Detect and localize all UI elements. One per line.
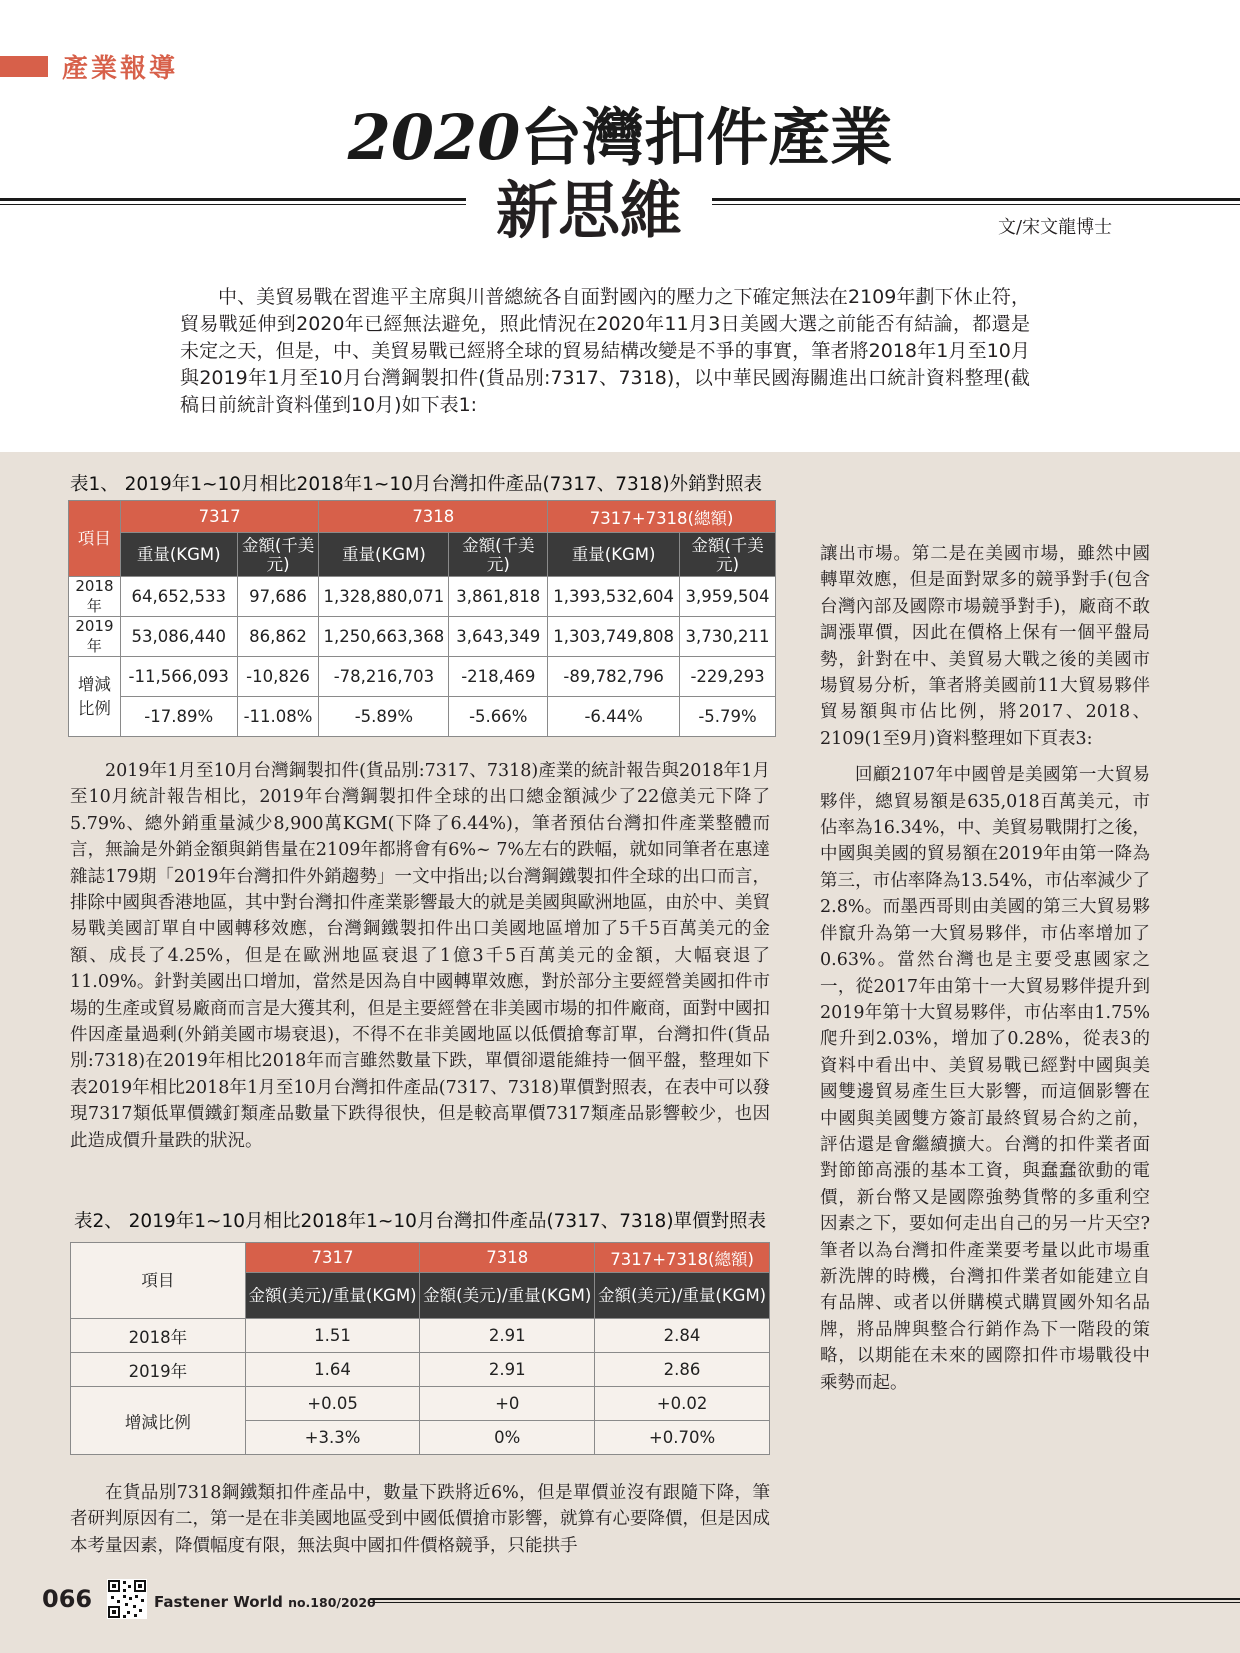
issue-number: no.180/2020 [288,1595,376,1610]
table-cell: 1,328,880,071 [319,577,449,617]
title-text: 台灣扣件產業 [520,101,893,174]
table-cell: -89,782,796 [548,657,680,697]
table-cell: +0.02 [595,1387,770,1421]
table-cell: 2.91 [420,1353,595,1387]
table-cell: -218,469 [449,657,548,697]
table-cell: 3,643,349 [449,617,548,657]
magazine-name [154,1593,376,1611]
table1-amount-header: 金額(千美元) [449,533,548,577]
intro-paragraph: 中、美貿易戰在習進平主席與川普總統各自面對國內的壓力之下確定無法在2109年劃下休止符，貿易戰延伸到2020年已經無法避免，照此情況在2020年11月3日美國大選之前能否有結論，都還是未定之天，但是，中、美貿易戰已經將全球的貿易結構改變是不爭的事實，筆者將2018年1月至10月與2019年1月至10月台灣鋼製扣件(貨品別:7317、7318)，以中華民國海關進出口統計資料整理(截稿日前統計資料僅到10月)如下表1: [180,286,1030,416]
table2-row-label: 2019年 [71,1353,246,1387]
table2-caption: 表2、 2019年1~10月相比2018年1~10月台灣扣件產品(7317、7318)單價對照表 [74,1211,767,1232]
article-title-line1 [0,100,1240,176]
table-cell: 1.64 [245,1353,420,1387]
table-cell: +0 [420,1387,595,1421]
table-cell: +0.05 [245,1387,420,1421]
table1-amount-header: 金額(千美元) [237,533,319,577]
table-cell: -11,566,093 [120,657,237,697]
table-cell: -11.08% [237,697,319,737]
magazine-title: Fastener World [154,1593,283,1611]
table-cell: 2.86 [595,1353,770,1387]
page-number: 066 [42,1585,93,1613]
table-cell: -78,216,703 [319,657,449,697]
table-cell: -5.66% [449,697,548,737]
table2-sub-header: 金額(美元)/重量(KGM) [420,1273,595,1319]
table-cell: 0% [420,1421,595,1455]
table-cell: 53,086,440 [120,617,237,657]
table1-item-header [69,501,121,577]
table1-group-header: 7317 [120,501,319,533]
table-cell: 1,250,663,368 [319,617,449,657]
table1-row-label: 2019年 [69,617,121,657]
table2-item-label: 項目 [141,1270,175,1290]
table1-amount-header: 金額(千美元) [680,533,776,577]
table-cell: 2.84 [595,1319,770,1353]
qr-code-icon [107,1579,147,1619]
table-cell: 1,303,749,808 [548,617,680,657]
footer-rule [370,1598,1240,1600]
section-color-bar [0,56,48,77]
table-row [71,1353,770,1387]
right-column-paragraph-2: 回顧2107年中國曾是美國第一大貿易夥伴，總貿易額是635,018百萬美元，市佔率為16.34%，中、美貿易戰開打之後，中國與美國的貿易額在2019年由第一降為第三，市佔率降為13.54%，市佔率減少了2.8%。而墨西哥則由美國的第三大貿易夥伴竄升為第一大貿易夥伴，市佔率增加了0.63%。當然台灣也是主要受惠國家之一，從2017年由第十一大貿易夥伴提升到2019年第十大貿易夥伴，市佔率由1.75%爬升到2.03%，增加了0.28%，從表3的資料中看出中、美貿易戰已經對中國與美國雙邊貿易產生巨大影響，而這個影響在中國與美國雙方簽訂最終貿易合約之前，評估還是會繼續擴大。台灣的扣件業者面對節節高漲的基本工資，與蠢蠢欲動的電價，新台幣又是國際強勢貨幣的多重利空因素之下，要如何走出自己的另一片天空?筆者以為台灣扣件產業要考量以此市場重新洗牌的時機，台灣扣件業者如能建立自有品牌、或者以併購模式購買國外知名品牌，將品牌與整合行銷作為下一階段的策略，以期能在未來的國際扣件市場戰役中乘勢而起。 [820,765,1150,1393]
table2-row-label: 2018年 [71,1319,246,1353]
table-cell: 86,862 [237,617,319,657]
table-row [71,1387,770,1421]
table-cell: 1,393,532,604 [548,577,680,617]
table2-sub-header: 金額(美元)/重量(KGM) [245,1273,420,1319]
table2-item-header [71,1243,246,1319]
table1 [68,500,776,737]
table1-weight-header: 重量(KGM) [319,533,449,577]
table-cell: -10,826 [237,657,319,697]
article-title-line2: 新思維 [495,174,682,247]
title-year: 2020 [347,101,521,174]
table-cell: 3,959,504 [680,577,776,617]
table1-group-header: 7318 [319,501,548,533]
table-cell: 3,861,818 [449,577,548,617]
table2-group-header: 7317 [245,1243,420,1273]
section-label: 產業報導 [62,54,179,84]
table1-change-label: 增減比例 [69,657,121,737]
table-cell: 2.91 [420,1319,595,1353]
right-column-paragraph-1: 讓出市場。第二是在美國市場，雖然中國轉單效應，但是面對眾多的競爭對手(包含台灣內部及國際市場競爭對手)，廠商不敢調漲單價，因此在價格上保有一個平盤局勢，針對在中、美貿易大戰之後的美國市場貿易分析，筆者將美國前11大貿易夥伴貿易額與市佔比例，將2017、2018、2109(1至9月)資料整理如下頁表3: [820,544,1150,749]
table2-group-header: 7318 [420,1243,595,1273]
body-paragraph-1: 2019年1月至10月台灣鋼製扣件(貨品別:7317、7318)產業的統計報告與2018年1月至10月統計報告相比，2019年台灣鋼製扣件全球的出口總金額減少了22億美元下降了5.79%、總外銷重量減少8,900萬KGM(下降了6.44%)，筆者預估台灣扣件產業整體而言，無論是外銷金額與銷售量在2109年都將會有6%~ 7%左右的跌幅，就如同筆者在惠達雜誌179期「2019年台灣扣件外銷趨勢」一文中指出;以台灣鋼鐵製扣件全球的出口而言，排除中國與香港地區，其中對台灣扣件產業影響最大的就是美國與歐洲地區，由於中、美貿易戰美國訂單自中國轉移效應，台灣鋼鐵製扣件出口美國地區增加了5千5百萬美元的金額、成長了4.25%，但是在歐洲地區衰退了1億3千5百萬美元的金額，大幅衰退了11.09%。針對美國出口增加，當然是因為自中國轉單效應，對於部分主要經營美國扣件市場的生產或貿易廠商而言是大獲其利，但是主要經營在非美國市場的扣件廠商，面對中國扣件因產量過剩(外銷美國市場衰退)，不得不在非美國地區以低價搶奪訂單，台灣扣件(貨品別:7318)在2019年相比2018年而言雖然數量下跌，單價卻還能維持一個平盤，整理如下表2019年相比2018年1月至10月台灣扣件產品(7317、7318)單價對照表，在表中可以發現7317類低單價鐵釘類產品數量下跌得很快，但是較高單價7317類產品影響較少，也因此造成價升量跌的狀況。 [70,761,770,1151]
table1-row-label: 2018年 [69,577,121,617]
title-rule-right [712,198,1240,205]
table-cell: 3,730,211 [680,617,776,657]
table1-weight-header: 重量(KGM) [120,533,237,577]
table1-item-label: 項目 [77,528,111,548]
table-cell: -5.79% [680,697,776,737]
table2-change-label: 增減比例 [71,1387,246,1455]
right-column [820,541,1150,1396]
table2-group-header: 7317+7318(總額) [595,1243,770,1273]
body-paragraph-2: 在貨品別7318鋼鐵類扣件產品中，數量下跌將近6%，但是單價並沒有跟隨下降，筆者研判原因有二，第一是在非美國地區受到中國低價搶市影響，就算有心要降價，但是因成本考量因素，降價幅度有限，無法與中國扣件價格競爭，只能拱手 [70,1483,770,1556]
table-cell: -6.44% [548,697,680,737]
table1-group-header: 7317+7318(總額) [548,501,776,533]
table1-weight-header: 重量(KGM) [548,533,680,577]
table-row [69,577,776,617]
table-cell: +0.70% [595,1421,770,1455]
table-cell: -17.89% [120,697,237,737]
table-row [69,697,776,737]
table-cell: 1.51 [245,1319,420,1353]
table-row [69,657,776,697]
title-rule-left [0,198,466,205]
table-cell: +3.3% [245,1421,420,1455]
table-cell: -5.89% [319,697,449,737]
table1-caption: 表1、 2019年1~10月相比2018年1~10月台灣扣件產品(7317、7318)外銷對照表 [70,474,763,495]
table-cell: -229,293 [680,657,776,697]
footer-rule-thin [370,1602,1240,1603]
table-cell: 97,686 [237,577,319,617]
table-row [69,617,776,657]
table-row [71,1319,770,1353]
table-cell: 64,652,533 [120,577,237,617]
table2-sub-header: 金額(美元)/重量(KGM) [595,1273,770,1319]
author-byline: 文/宋文龍博士 [998,217,1113,238]
table2 [70,1242,770,1455]
